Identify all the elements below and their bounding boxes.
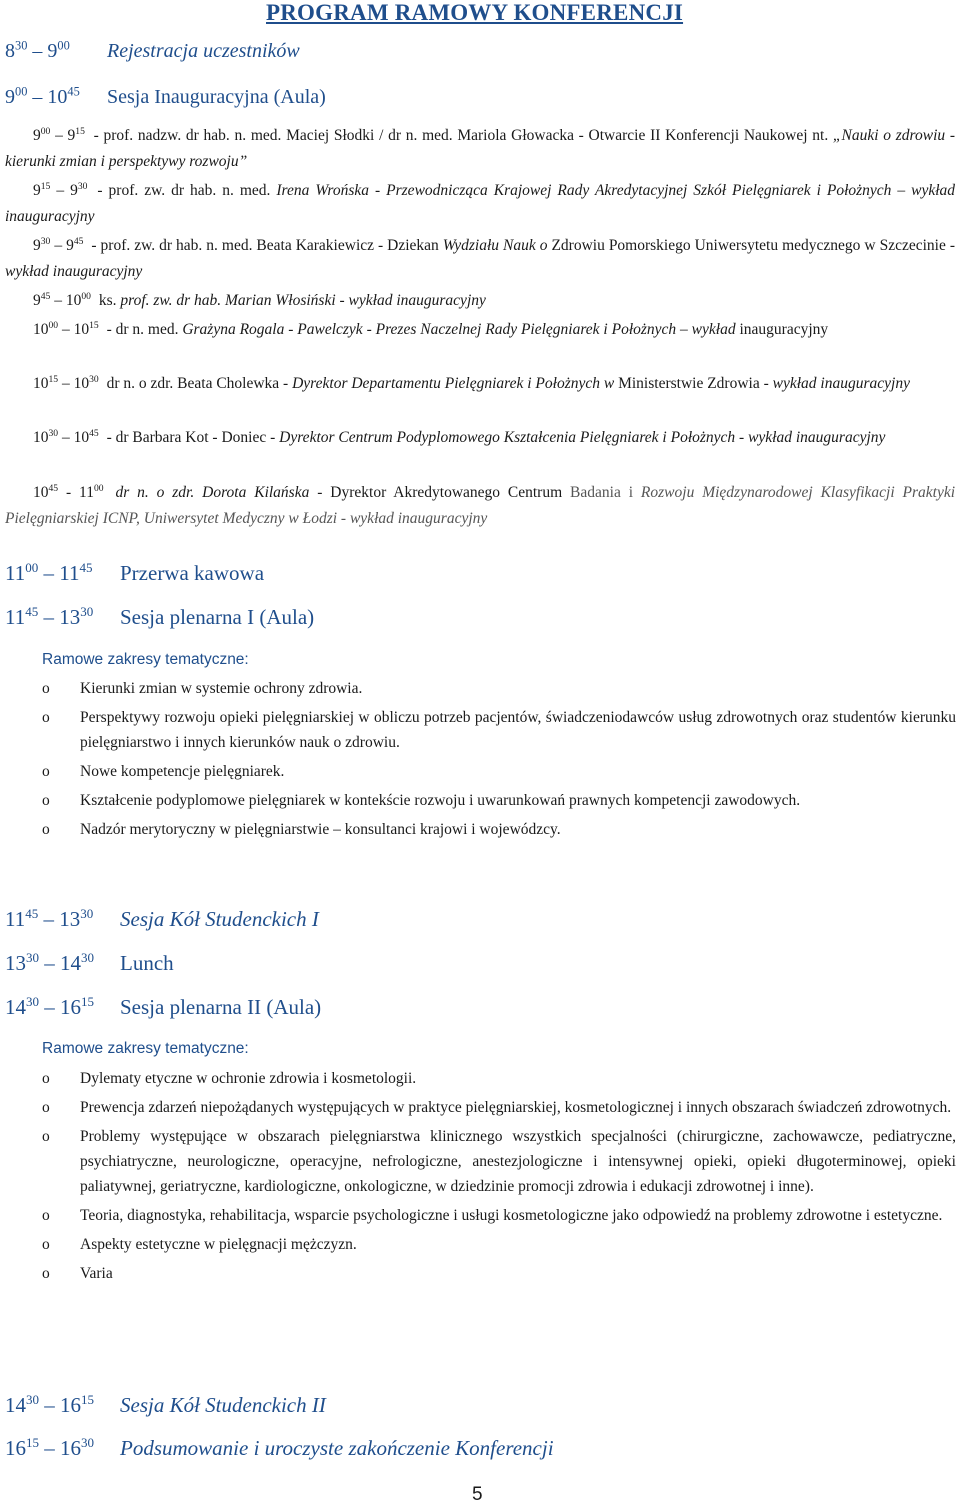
session-time: $14^{30} - 16^{15}$ bbox=[5, 994, 95, 1019]
list-item: o Prewencja zdarzeń niepożądanych występujących w praktyce pielęgniarskiej, kosmetologicznej i innych obszarach świadczeń zdrowotnych. bbox=[42, 1099, 952, 1116]
topics-heading: Ramowe zakresy tematyczne: bbox=[42, 1040, 249, 1057]
page-title: PROGRAM RAMOWY KONFERENCJI bbox=[266, 0, 684, 25]
topics-list-plenary-2 bbox=[42, 1066, 956, 1286]
session-coffee-break bbox=[5, 561, 264, 586]
session-label: Podsumowanie i uroczyste zakończenie Konferencji bbox=[120, 1436, 554, 1460]
session-label: Sesja Kół Studenckich II bbox=[120, 1393, 326, 1417]
program-entry: $9^{15} - 9^{30}$ - prof. zw. dr hab. n. med. Irena Wrońska - Przewodnicząca Krajowej Rady Akredytacyjnej Szkół Pielęgniarek i Położnych – wykład inauguracyjny bbox=[5, 180, 956, 225]
program-entry: $9^{45} - 10^{00}$ ks. prof. zw. dr hab. Marian Włosiński - wykład inauguracyjny bbox=[33, 290, 486, 309]
program-entry: $10^{00} - 10^{15}$ - dr n. med. Grażyna Rogala - Pawelczyk - Prezes Naczelnej Rady Pielęgniarek i Położnych – wykład inauguracyjny bbox=[33, 319, 829, 338]
list-item: o Nowe kompetencje pielęgniarek. bbox=[42, 763, 285, 780]
session-label: Sesja plenarna I (Aula) bbox=[120, 605, 315, 629]
session-lunch bbox=[5, 951, 174, 976]
program-entry: $9^{00} - 9^{15}$ - prof. nadzw. dr hab. n. med. Maciej Słodki / dr n. med. Mariola Głowacka - Otwarcie II Konferencji Naukowej nt. „Nauki o zdrowiu - kierunki zmian i perspektywy rozwoju” bbox=[5, 125, 956, 170]
session-label: Przerwa kawowa bbox=[120, 561, 265, 585]
session-time: $13^{30} - 14^{30}$ bbox=[5, 950, 95, 975]
list-item: o Problemy występujące w obszarach pielęgniarstwa klinicznego wszystkich specjalności (chirurgiczne, zachowawcze, pediatryczne, psychiatryczne, neurologiczne, operacyjne, nefrologiczne, anestezjologiczne i intensywnej opieki, opieki długoterminowej, opieki paliatywnej, geriatryczne, kardiologiczne, onkologiczne, w dziedzinie promocji zdrowia i edukacji zdrowotnej i inne). bbox=[42, 1128, 956, 1195]
session-label: Sesja Kół Studenckich I bbox=[120, 907, 319, 931]
list-item: o Kierunki zmian w systemie ochrony zdrowia. bbox=[42, 680, 363, 697]
list-item: o Perspektywy rozwoju opieki pielęgniarskiej w obliczu potrzeb pacjentów, świadczeniodawców usług zdrowotnych oraz studentów kierunku pielęgniarstwo i innych kierunków nauk o zdrowiu. bbox=[42, 709, 956, 751]
session-plenary-1 bbox=[5, 605, 314, 630]
program-entry: $10^{45} - 11^{00}$ dr n. o zdr. Dorota Kilańska - Dyrektor Akredytowanego Centrum Badania i Rozwoju Międzynarodowej Klasyfikacji Praktyki Pielęgniarskiej ICNP, Uniwersytet Medyczny w Łodzi - wykład inauguracyjny bbox=[5, 482, 956, 527]
topics-list-plenary-1 bbox=[42, 676, 956, 842]
session-label: Lunch bbox=[120, 951, 174, 975]
topics-heading: Ramowe zakresy tematyczne: bbox=[42, 651, 249, 668]
list-item: o Aspekty estetyczne w pielęgnacji mężczyzn. bbox=[42, 1236, 357, 1253]
program-entry: $10^{30} - 10^{45}$ - dr Barbara Kot - Doniec - Dyrektor Centrum Podyplomowego Kształcenia Pielęgniarek i Położnych - wykład inauguracyjny bbox=[33, 427, 886, 446]
session-label: Rejestracja uczestników bbox=[107, 40, 300, 62]
session-student-circles-1 bbox=[5, 907, 319, 932]
session-registration bbox=[5, 40, 300, 63]
session-inaugural bbox=[5, 86, 326, 109]
session-time: $9^{00} - 10^{45}$ bbox=[5, 84, 80, 108]
program-entry: $10^{15} - 10^{30}$ dr n. o zdr. Beata Cholewka - Dyrektor Departamentu Pielęgniarek i Położnych w Ministerstwie Zdrowia - wykład inauguracyjny bbox=[33, 373, 910, 392]
list-item: o Teoria, diagnostyka, rehabilitacja, wsparcie psychologiczne i usługi kosmetologiczne jako odpowiedź na problemy zdrowotne i estetyczne. bbox=[42, 1207, 943, 1224]
list-item: o Dylematy etyczne w ochronie zdrowia i kosmetologii. bbox=[42, 1070, 417, 1087]
list-item: o Nadzór merytoryczny w pielęgniarstwie – konsultanci krajowi i wojewódzcy. bbox=[42, 821, 561, 838]
session-time: $14^{30} - 16^{15}$ bbox=[5, 1392, 95, 1417]
session-closing bbox=[5, 1436, 554, 1461]
session-plenary-2 bbox=[5, 995, 321, 1020]
session-student-circles-2 bbox=[5, 1393, 326, 1418]
session-label: Sesja Inauguracyjna (Aula) bbox=[107, 86, 326, 108]
page-number: 5 bbox=[472, 1484, 483, 1505]
list-item: o Varia bbox=[42, 1265, 113, 1282]
session-time: $11^{45} - 13^{30}$ bbox=[5, 604, 94, 629]
session-time: $8^{30} - 9^{00}$ bbox=[5, 38, 70, 62]
session-label: Sesja plenarna II (Aula) bbox=[120, 995, 322, 1019]
list-item: o Kształcenie podyplomowe pielęgniarek w kontekście rozwoju i uwarunkowań prawnych kompetencji zawodowych. bbox=[42, 792, 801, 809]
session-time: $11^{45} - 13^{30}$ bbox=[5, 906, 94, 931]
program-entry: $9^{30} - 9^{45}$ - prof. zw. dr hab. n. med. Beata Karakiewicz - Dziekan Wydziału Nauk o Zdrowiu Pomorskiego Uniwersytetu medycznego w Szczecinie - wykład inauguracyjny bbox=[5, 235, 955, 280]
session-time: $16^{15} - 16^{30}$ bbox=[5, 1435, 95, 1460]
session-time: $11^{00} - 11^{45}$ bbox=[5, 560, 93, 585]
